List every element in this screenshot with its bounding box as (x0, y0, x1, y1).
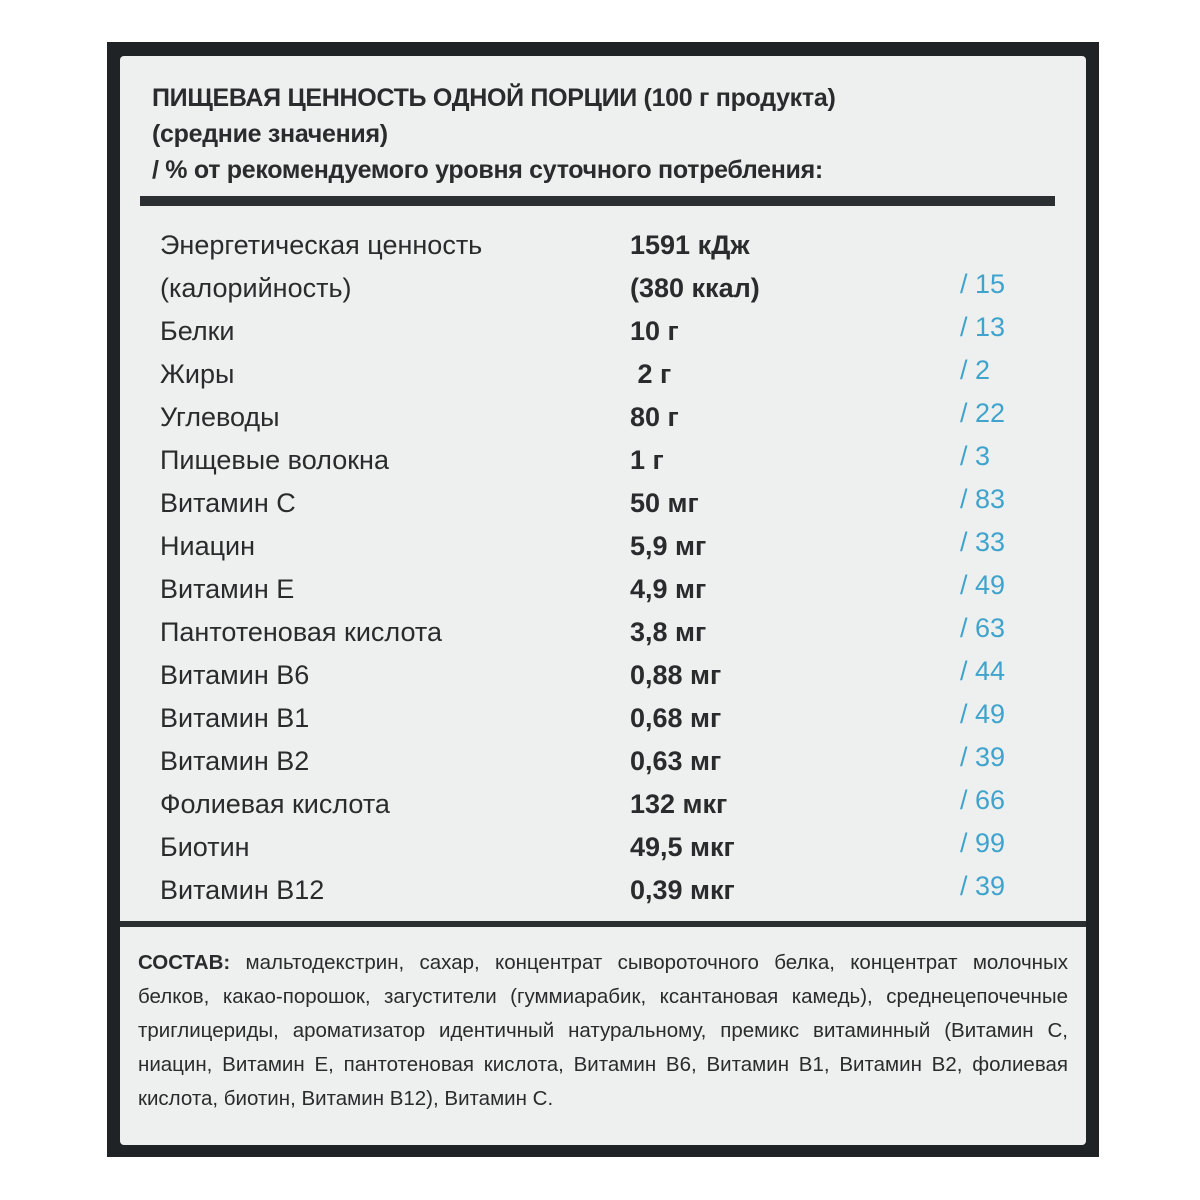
nutrition-table (160, 226, 1050, 914)
nutrition-row (160, 355, 1050, 398)
nutrient-name: Белки (160, 316, 235, 346)
nutrition-row (160, 484, 1050, 527)
nutrient-amount: 1 г (630, 445, 664, 475)
nutrient-daily-percent: / 3 (960, 441, 991, 471)
nutrition-row (160, 570, 1050, 613)
nutrient-name: Витамин С (160, 488, 296, 518)
nutrient-name: Жиры (160, 359, 235, 389)
nutrition-row (160, 828, 1050, 871)
nutrient-name: Витамин В2 (160, 746, 310, 776)
nutrient-name: Пантотеновая кислота (160, 617, 442, 647)
nutrient-name: Ниацин (160, 531, 256, 561)
nutrient-daily-percent: / 33 (960, 527, 1006, 557)
nutrient-daily-percent: / 99 (960, 828, 1006, 858)
nutrient-name: Биотин (160, 832, 250, 862)
nutrient-daily-percent: / 66 (960, 785, 1006, 815)
nutrition-row (160, 656, 1050, 699)
nutrient-amount: 10 г (630, 316, 679, 346)
nutrient-name: Пищевые волокна (160, 445, 389, 475)
nutrient-amount: 1591 кДж (630, 230, 750, 260)
nutrition-row (160, 226, 1050, 269)
nutrient-amount: 50 мг (630, 488, 699, 518)
nutrient-amount: 80 г (630, 402, 679, 432)
nutrient-daily-percent: / 2 (960, 355, 991, 385)
nutrient-daily-percent: / 39 (960, 871, 1006, 901)
nutrient-daily-percent: / 63 (960, 613, 1006, 643)
nutrient-name: Витамин В12 (160, 875, 325, 905)
header-subtitle: (средние значения) (152, 120, 388, 148)
nutrient-daily-percent: / 39 (960, 742, 1006, 772)
header-title: ПИЩЕВАЯ ЦЕННОСТЬ ОДНОЙ ПОРЦИИ (100 г продукта) (152, 84, 836, 112)
nutrient-amount: (380 ккал) (630, 273, 760, 303)
nutrient-amount: 5,9 мг (630, 531, 707, 561)
nutrition-row (160, 527, 1050, 570)
nutrient-name: Углеводы (160, 402, 280, 432)
nutrition-row (160, 269, 1050, 312)
nutrition-row (160, 699, 1050, 742)
nutrient-name: Энергетическая ценность (160, 230, 483, 260)
nutrition-row (160, 312, 1050, 355)
header-divider (140, 196, 1055, 206)
nutrient-amount: 2 г (630, 359, 672, 389)
nutrient-amount: 0,88 мг (630, 660, 722, 690)
nutrient-amount: 0,68 мг (630, 703, 722, 733)
nutrient-amount: 3,8 мг (630, 617, 707, 647)
header-percent-note: / % от рекомендуемого уровня суточного потребления: (152, 156, 823, 184)
composition-divider (120, 921, 1086, 927)
nutrient-name: Витамин В6 (160, 660, 310, 690)
nutrition-header (152, 80, 1062, 188)
nutrition-row (160, 871, 1050, 914)
nutrient-daily-percent: / 44 (960, 656, 1006, 686)
nutrient-name: Витамин В1 (160, 703, 310, 733)
composition-block (138, 946, 1068, 1116)
nutrient-amount: 4,9 мг (630, 574, 707, 604)
nutrition-row (160, 742, 1050, 785)
nutrient-daily-percent: / 83 (960, 484, 1006, 514)
nutrition-row (160, 613, 1050, 656)
nutrient-daily-percent: / 49 (960, 699, 1006, 729)
nutrient-name: Фолиевая кислота (160, 789, 390, 819)
nutrient-daily-percent: / 49 (960, 570, 1006, 600)
nutrient-daily-percent: / 22 (960, 398, 1006, 428)
nutrient-name: Витамин Е (160, 574, 295, 604)
nutrient-daily-percent: / 15 (960, 269, 1006, 299)
nutrient-daily-percent: / 13 (960, 312, 1006, 342)
nutrient-amount: 0,39 мкг (630, 875, 735, 905)
nutrition-row (160, 398, 1050, 441)
composition-label: СОСТАВ: (138, 951, 231, 974)
nutrition-row (160, 441, 1050, 484)
nutrient-amount: 49,5 мкг (630, 832, 735, 862)
nutrient-amount: 132 мкг (630, 789, 728, 819)
nutrition-row (160, 785, 1050, 828)
composition-text: мальтодекстрин, сахар, концентрат сывороточного белка, концентрат молочных белков, какао-порошок, загустители (гуммиарабик, ксантановая камедь), среднецепочечные триглицериды, ароматизатор идентичный натуральному, премикс витаминный (Витамин С, ниацин, Витамин Е, пантотеновая кислота, Витамин В6, Витамин В1, Витамин В2, фолиевая кислота, биотин, Витамин В12), Витамин С. (138, 951, 1068, 1110)
nutrient-name: (калорийность) (160, 273, 352, 303)
nutrient-amount: 0,63 мг (630, 746, 722, 776)
